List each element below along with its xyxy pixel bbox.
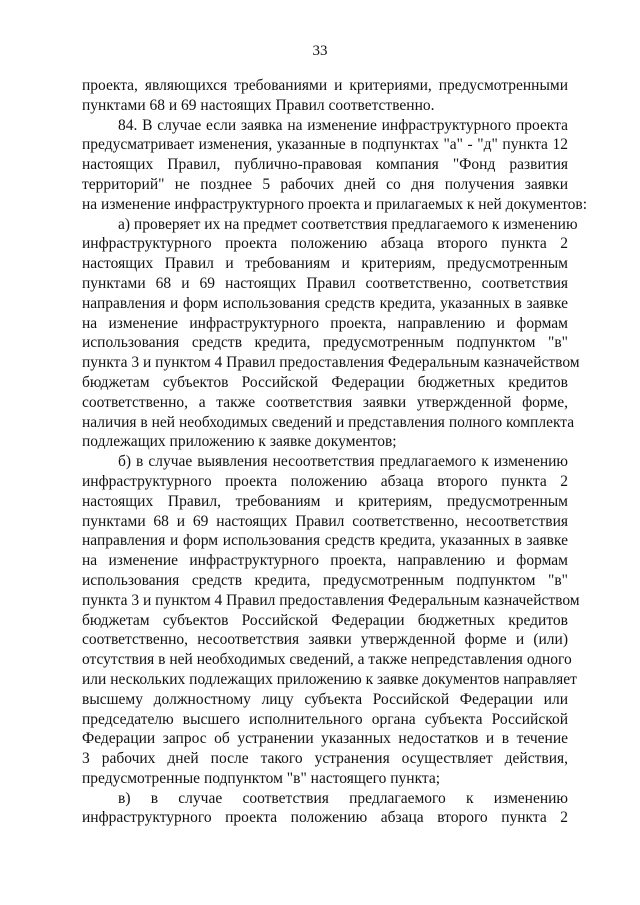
text-line: в) в случае соответствия предлагаемого к изменению bbox=[118, 789, 568, 807]
text-line: пунктами 68 и 69 настоящих Правил соответственно. bbox=[82, 96, 435, 114]
text-line: направления и форм использования средств кредита, указанных в заявке bbox=[82, 294, 568, 312]
text-line: Федерации запрос об устранении указанных недостатков и в течение bbox=[82, 730, 568, 748]
page-number: 33 bbox=[312, 43, 328, 59]
text-line: или нескольких подлежащих приложению к заявке документов направляет bbox=[82, 670, 577, 688]
text-line: бюджетам субъектов Российской Федерации бюджетных кредитов bbox=[82, 373, 568, 391]
text-line: отсутствия в ней необходимых сведений, а также непредставления одного bbox=[82, 651, 572, 669]
text-line: 84. В случае если заявка на изменение инфраструктурного проекта bbox=[118, 116, 568, 134]
text-line: использования средств кредита, предусмотренным подпунктом "в" bbox=[82, 334, 568, 352]
text-line: территорий" не позднее 5 рабочих дней со дня получения заявки bbox=[82, 175, 568, 193]
text-line: инфраструктурного проекта положению абзаца второго пункта 2 bbox=[82, 472, 568, 490]
text-line: пунктами 68 и 69 настоящих Правил соответственно, несоответствия bbox=[82, 512, 568, 530]
document-body bbox=[82, 76, 588, 828]
text-line: на изменение инфраструктурного проекта и прилагаемых к ней документов: bbox=[82, 195, 588, 213]
text-line: пункта 3 и пунктом 4 Правил предоставления Федеральным казначейством bbox=[82, 591, 580, 609]
text-line: настоящих Правил и требованиям и критериям, предусмотренным bbox=[82, 255, 568, 273]
text-line: б) в случае выявления несоответствия предлагаемого к изменению bbox=[118, 453, 568, 471]
text-line: пункта 3 и пунктом 4 Правил предоставления Федеральным казначейством bbox=[82, 354, 580, 372]
text-line: предусмотренные подпунктом "в" настоящего пункта; bbox=[82, 769, 441, 787]
text-line: инфраструктурного проекта положению абзаца второго пункта 2 bbox=[82, 809, 568, 827]
text-line: 3 рабочих дней после такого устранения осуществляет действия, bbox=[82, 750, 568, 768]
text-line: направления и форм использования средств кредита, указанных в заявке bbox=[82, 532, 568, 550]
text-line: пунктами 68 и 69 настоящих Правил соответственно, соответствия bbox=[82, 274, 568, 292]
text-line: соответственно, а также соответствия заявки утвержденной форме, bbox=[82, 393, 568, 411]
text-line: инфраструктурного проекта положению абзаца второго пункта 2 bbox=[82, 235, 568, 253]
text-line: предусматривает изменения, указанные в подпунктах "а" - "д" пункта 12 bbox=[82, 136, 568, 154]
text-line: председателю высшего исполнительного органа субъекта Российской bbox=[82, 710, 568, 728]
text-line: бюджетам субъектов Российской Федерации бюджетных кредитов bbox=[82, 611, 568, 629]
text-line: настоящих Правил, требованиям и критериям, предусмотренным bbox=[82, 492, 568, 510]
text-line: на изменение инфраструктурного проекта, направлению и формам bbox=[82, 552, 568, 570]
text-line: подлежащих приложению к заявке документов; bbox=[82, 433, 397, 451]
text-line: соответственно, несоответствия заявки утвержденной форме и (или) bbox=[82, 631, 568, 649]
text-line: а) проверяет их на предмет соответствия предлагаемого к изменению bbox=[118, 215, 578, 233]
text-line: наличия в ней необходимых сведений и представления полного комплекта bbox=[82, 413, 575, 431]
text-line: настоящих Правил, публично-правовая компания "Фонд развития bbox=[82, 156, 568, 174]
text-line: проекта, являющихся требованиями и критериями, предусмотренными bbox=[82, 77, 568, 94]
text-line: на изменение инфраструктурного проекта, направлению и формам bbox=[82, 314, 568, 332]
text-line: высшему должностному лицу субъекта Российской Федерации или bbox=[82, 690, 568, 708]
text-line: использования средств кредита, предусмотренным подпунктом "в" bbox=[82, 571, 568, 589]
